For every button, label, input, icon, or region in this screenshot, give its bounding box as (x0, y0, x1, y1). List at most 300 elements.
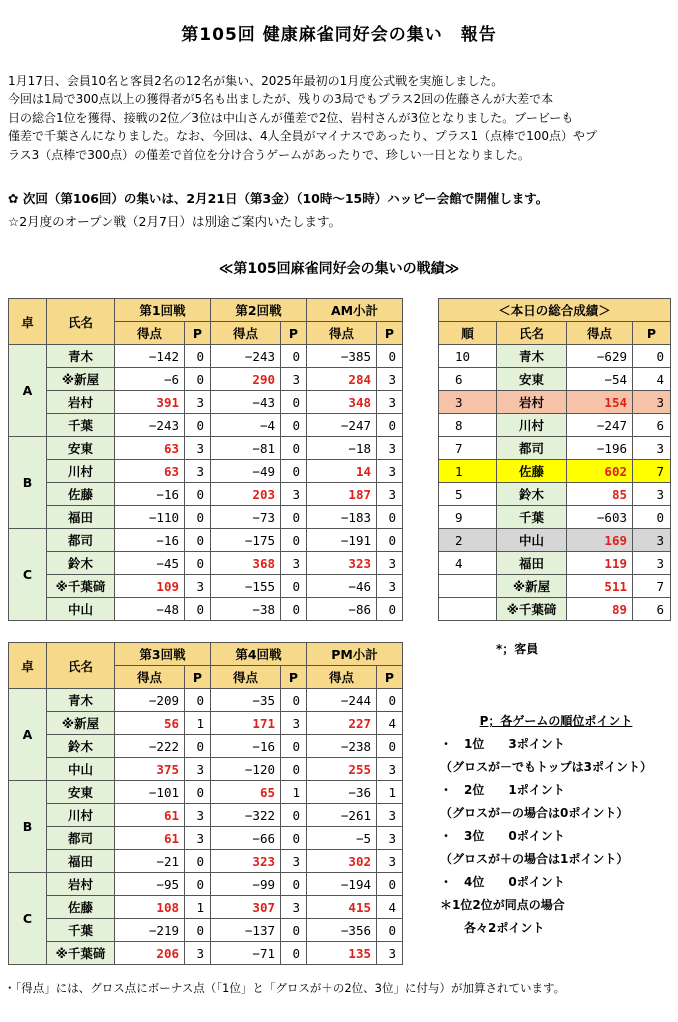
point-cell: 0 (185, 873, 211, 896)
player-name: 中山 (497, 529, 567, 552)
point-cell: 0 (281, 735, 307, 758)
score-header: 得点 (211, 322, 281, 345)
score-cell: −322 (211, 804, 281, 827)
point-cell: 0 (185, 345, 211, 368)
table-row (9, 506, 403, 529)
score-cell: −66 (211, 827, 281, 850)
score-cell: −5 (307, 827, 377, 850)
table-row (9, 896, 403, 919)
score-cell: −222 (115, 735, 185, 758)
rank-cell: 8 (439, 414, 497, 437)
game-header: 第3回戦 (115, 643, 211, 666)
point-cell: 0 (281, 689, 307, 712)
total-header-row (439, 322, 671, 345)
score-cell: −18 (307, 437, 377, 460)
point-cell: 3 (377, 368, 403, 391)
p-header: P (281, 666, 307, 689)
point-cell: 0 (281, 414, 307, 437)
score-cell: −244 (307, 689, 377, 712)
point-cell: 0 (377, 598, 403, 621)
player-name: 佐藤 (47, 896, 115, 919)
pm-results-table (8, 642, 403, 965)
point-cell: 7 (633, 460, 671, 483)
point-cell: 3 (633, 391, 671, 414)
point-cell: 0 (281, 506, 307, 529)
table-row (9, 758, 403, 781)
point-cell: 0 (281, 919, 307, 942)
point-cell: 0 (281, 942, 307, 965)
score-cell: −46 (307, 575, 377, 598)
total-row (439, 391, 671, 414)
player-name: ※新屋 (47, 712, 115, 735)
point-cell: 7 (633, 575, 671, 598)
player-name: 安東 (47, 437, 115, 460)
rank-cell: 10 (439, 345, 497, 368)
score-header: 得点 (307, 666, 377, 689)
score-cell: 203 (211, 483, 281, 506)
total-row (439, 552, 671, 575)
player-name: 安東 (497, 368, 567, 391)
table-row (9, 529, 403, 552)
point-cell: 3 (377, 758, 403, 781)
score-cell: 255 (307, 758, 377, 781)
score-cell: 108 (115, 896, 185, 919)
legend-line: （グロスが－の場合は0ポイント） (440, 806, 629, 820)
score-cell: 14 (307, 460, 377, 483)
score-cell: −16 (211, 735, 281, 758)
score-cell: 65 (211, 781, 281, 804)
score-cell: 391 (115, 391, 185, 414)
score-cell: −38 (211, 598, 281, 621)
player-name: 中山 (47, 598, 115, 621)
score-cell: 602 (567, 460, 633, 483)
player-name: 都司 (497, 437, 567, 460)
score-cell: −155 (211, 575, 281, 598)
score-cell: −43 (211, 391, 281, 414)
next-meeting-notice: ✿ 次回（第106回）の集いは、2月21日（第3金）（10時～15時）ハッピー会館で開催します。 (8, 191, 549, 206)
rank-header: 順 (439, 322, 497, 345)
point-cell: 3 (281, 552, 307, 575)
point-cell: 0 (281, 598, 307, 621)
table-row (9, 368, 403, 391)
point-cell: 0 (281, 460, 307, 483)
point-cell: 0 (281, 391, 307, 414)
intro-text (8, 72, 668, 164)
player-name: ※千葉𥔎 (47, 942, 115, 965)
point-cell: 0 (633, 506, 671, 529)
intro-line: 僅差で千葉さんになりました。なお、今回は、4人全員がマイナスであったり、プラス1（点棒で100点）やプ (8, 129, 597, 144)
point-cell: 3 (633, 437, 671, 460)
rank-cell (439, 598, 497, 621)
score-cell: −6 (115, 368, 185, 391)
table-row (9, 827, 403, 850)
p-header: P (633, 322, 671, 345)
score-cell: −35 (211, 689, 281, 712)
score-cell: −49 (211, 460, 281, 483)
name-header: 氏名 (47, 299, 115, 345)
point-cell: 3 (377, 391, 403, 414)
intro-line: ラス3（点棒で300点）の僅差で首位を分け合うゲームがあったりで、珍しい一日となりました。 (8, 147, 530, 162)
player-name: 青木 (47, 345, 115, 368)
score-cell: 368 (211, 552, 281, 575)
player-name: 千葉 (47, 919, 115, 942)
guest-note: *；客員 (496, 642, 539, 656)
player-name: 都司 (47, 827, 115, 850)
point-cell: 0 (377, 919, 403, 942)
score-header: 得点 (567, 322, 633, 345)
footnote: ・「得点」には、グロス点にボーナス点（「1位」と「グロスが＋の2位、3位」に付与）が加算されています。 (4, 981, 566, 995)
score-cell: 135 (307, 942, 377, 965)
table-row (9, 689, 403, 712)
player-name: 千葉 (497, 506, 567, 529)
player-name: ※千葉𥔎 (497, 598, 567, 621)
score-cell: −86 (307, 598, 377, 621)
point-cell: 0 (281, 345, 307, 368)
total-title-row (439, 299, 671, 322)
game-header: AM小計 (307, 299, 403, 322)
point-cell: 3 (281, 896, 307, 919)
legend-line: ・ 1位 3ポイント (440, 737, 565, 751)
p-header: P (377, 322, 403, 345)
point-cell: 3 (185, 804, 211, 827)
intro-line: 日の総合1位を獲得、接戦の2位／3位は中山さんが僅差で2位、岩村さんが3位となりました。ブービーも (8, 110, 574, 125)
score-cell: −603 (567, 506, 633, 529)
point-cell: 0 (281, 529, 307, 552)
player-name: 鈴木 (47, 735, 115, 758)
name-header: 氏名 (47, 643, 115, 689)
table-header: 卓 (9, 643, 47, 689)
rank-cell: 5 (439, 483, 497, 506)
legend-line: ・ 2位 1ポイント (440, 783, 565, 797)
player-name: 安東 (47, 781, 115, 804)
legend-line: ＊1位2位が同点の場合 (440, 898, 565, 912)
score-cell: −629 (567, 345, 633, 368)
point-cell: 3 (281, 483, 307, 506)
table-row (9, 598, 403, 621)
total-title: ＜本日の総合成績＞ (439, 299, 671, 322)
score-cell: −175 (211, 529, 281, 552)
score-cell: −247 (567, 414, 633, 437)
point-cell: 0 (185, 598, 211, 621)
table-row (9, 460, 403, 483)
score-cell: −196 (567, 437, 633, 460)
point-cell: 3 (377, 827, 403, 850)
legend-line: （グロスが＋の場合は1ポイント） (440, 852, 629, 866)
player-name: 福田 (47, 850, 115, 873)
p-header: P (377, 666, 403, 689)
rank-cell: 9 (439, 506, 497, 529)
score-cell: 284 (307, 368, 377, 391)
point-cell: 0 (377, 345, 403, 368)
table-row (9, 345, 403, 368)
point-cell: 3 (377, 483, 403, 506)
point-cell: 0 (281, 873, 307, 896)
player-name: 川村 (47, 804, 115, 827)
results-subtitle: ≪第105回麻雀同好会の集いの戦績≫ (218, 261, 460, 277)
table-label: C (9, 529, 47, 621)
player-name: ※千葉𥔎 (47, 575, 115, 598)
score-cell: −238 (307, 735, 377, 758)
point-cell: 6 (633, 598, 671, 621)
total-row (439, 460, 671, 483)
point-cell: 0 (185, 483, 211, 506)
score-cell: 375 (115, 758, 185, 781)
point-cell: 3 (377, 460, 403, 483)
point-cell: 3 (185, 437, 211, 460)
table-row (9, 804, 403, 827)
score-header: 得点 (307, 322, 377, 345)
score-cell: −194 (307, 873, 377, 896)
point-cell: 0 (281, 827, 307, 850)
player-name: 川村 (497, 414, 567, 437)
point-cell: 3 (377, 942, 403, 965)
score-cell: 206 (115, 942, 185, 965)
table-row (9, 552, 403, 575)
table-row (9, 919, 403, 942)
score-header: 得点 (211, 666, 281, 689)
player-name: 福田 (47, 506, 115, 529)
table-row (9, 712, 403, 735)
total-row (439, 575, 671, 598)
point-cell: 3 (633, 529, 671, 552)
table-row (9, 735, 403, 758)
point-cell: 3 (377, 804, 403, 827)
point-cell: 4 (633, 368, 671, 391)
table-row (9, 437, 403, 460)
point-cell: 3 (185, 460, 211, 483)
point-cell: 1 (185, 896, 211, 919)
point-cell: 3 (633, 483, 671, 506)
score-cell: 187 (307, 483, 377, 506)
score-cell: −48 (115, 598, 185, 621)
player-name: 岩村 (47, 873, 115, 896)
score-cell: −81 (211, 437, 281, 460)
rank-cell: 6 (439, 368, 497, 391)
player-name: 佐藤 (47, 483, 115, 506)
legend-title: P；各ゲームの順位ポイント (479, 714, 633, 728)
name-header: 氏名 (497, 322, 567, 345)
player-name: ※新屋 (47, 368, 115, 391)
score-cell: −73 (211, 506, 281, 529)
table-row (9, 781, 403, 804)
point-cell: 0 (281, 575, 307, 598)
score-cell: −101 (115, 781, 185, 804)
header-row (9, 643, 403, 666)
rank-cell: 3 (439, 391, 497, 414)
score-cell: −54 (567, 368, 633, 391)
table-label: B (9, 781, 47, 873)
player-name: 鈴木 (497, 483, 567, 506)
point-cell: 0 (185, 689, 211, 712)
table-label: A (9, 689, 47, 781)
game-header: 第2回戦 (211, 299, 307, 322)
open-match-notice: ☆2月度のオープン戦（2月7日）は別途ご案内いたします。 (8, 214, 341, 229)
point-cell: 0 (185, 414, 211, 437)
rank-cell: 1 (439, 460, 497, 483)
legend-line: ・ 4位 0ポイント (440, 875, 565, 889)
score-cell: 348 (307, 391, 377, 414)
score-cell: 171 (211, 712, 281, 735)
point-cell: 3 (281, 712, 307, 735)
score-cell: 415 (307, 896, 377, 919)
point-cell: 4 (377, 712, 403, 735)
point-cell: 0 (281, 758, 307, 781)
table-row (9, 850, 403, 873)
table-label: A (9, 345, 47, 437)
score-cell: −261 (307, 804, 377, 827)
score-cell: 154 (567, 391, 633, 414)
point-cell: 0 (633, 345, 671, 368)
score-cell: −16 (115, 483, 185, 506)
point-cell: 0 (377, 506, 403, 529)
table-row (9, 575, 403, 598)
am-results-table (8, 298, 403, 621)
score-cell: 61 (115, 827, 185, 850)
score-cell: −71 (211, 942, 281, 965)
player-name: 青木 (497, 345, 567, 368)
point-cell: 0 (185, 850, 211, 873)
total-row (439, 506, 671, 529)
total-row (439, 598, 671, 621)
point-cell: 0 (377, 873, 403, 896)
legend-line: ・ 3位 0ポイント (440, 829, 565, 843)
table-row (9, 873, 403, 896)
score-cell: −183 (307, 506, 377, 529)
score-cell: −99 (211, 873, 281, 896)
point-cell: 3 (185, 758, 211, 781)
point-cell: 3 (377, 575, 403, 598)
score-cell: −4 (211, 414, 281, 437)
player-name: 佐藤 (497, 460, 567, 483)
total-row (439, 414, 671, 437)
point-cell: 3 (377, 552, 403, 575)
score-cell: −137 (211, 919, 281, 942)
point-cell: 0 (185, 781, 211, 804)
table-row (9, 414, 403, 437)
total-row (439, 437, 671, 460)
point-cell: 0 (185, 735, 211, 758)
table-row (9, 483, 403, 506)
score-cell: 63 (115, 460, 185, 483)
table-label: C (9, 873, 47, 965)
point-cell: 1 (185, 712, 211, 735)
table-row (9, 391, 403, 414)
score-cell: −191 (307, 529, 377, 552)
score-cell: 119 (567, 552, 633, 575)
point-cell: 0 (281, 804, 307, 827)
table-row (9, 942, 403, 965)
score-cell: 85 (567, 483, 633, 506)
p-header: P (185, 322, 211, 345)
point-cell: 4 (377, 896, 403, 919)
score-cell: −95 (115, 873, 185, 896)
point-cell: 0 (377, 529, 403, 552)
table-label: B (9, 437, 47, 529)
score-cell: 56 (115, 712, 185, 735)
point-cell: 3 (185, 391, 211, 414)
point-cell: 0 (185, 552, 211, 575)
intro-line: 1月17日、会員10名と客員2名の12名が集い、2025年最初の1月度公式戦を実施しました。 (8, 74, 504, 88)
point-cell: 0 (185, 919, 211, 942)
player-name: 千葉 (47, 414, 115, 437)
score-cell: −45 (115, 552, 185, 575)
total-results-table (438, 298, 671, 621)
point-cell: 3 (377, 437, 403, 460)
point-cell: 0 (377, 414, 403, 437)
legend-line: 各々2ポイント (440, 921, 545, 935)
score-cell: −243 (115, 414, 185, 437)
score-cell: −16 (115, 529, 185, 552)
player-name: 都司 (47, 529, 115, 552)
header-row (9, 299, 403, 322)
point-cell: 6 (633, 414, 671, 437)
score-cell: 511 (567, 575, 633, 598)
score-cell: −356 (307, 919, 377, 942)
point-cell: 1 (377, 781, 403, 804)
score-cell: −209 (115, 689, 185, 712)
point-cell: 3 (281, 368, 307, 391)
point-cell: 3 (633, 552, 671, 575)
total-row (439, 483, 671, 506)
score-cell: −219 (115, 919, 185, 942)
score-cell: −36 (307, 781, 377, 804)
total-row (439, 368, 671, 391)
total-row (439, 345, 671, 368)
score-cell: −21 (115, 850, 185, 873)
table-header: 卓 (9, 299, 47, 345)
player-name: 鈴木 (47, 552, 115, 575)
score-header: 得点 (115, 666, 185, 689)
point-cell: 3 (185, 575, 211, 598)
rank-cell: 7 (439, 437, 497, 460)
game-header: PM小計 (307, 643, 403, 666)
score-cell: 307 (211, 896, 281, 919)
score-header: 得点 (115, 322, 185, 345)
game-header: 第4回戦 (211, 643, 307, 666)
point-cell: 3 (185, 942, 211, 965)
score-cell: −385 (307, 345, 377, 368)
intro-line: 今回は1局で300点以上の獲得者が5名も出ましたが、残りの3局でもプラス2回の佐藤さんが大差で本 (8, 92, 554, 107)
score-cell: 109 (115, 575, 185, 598)
score-cell: 302 (307, 850, 377, 873)
score-cell: 63 (115, 437, 185, 460)
score-cell: 169 (567, 529, 633, 552)
point-cell: 0 (185, 506, 211, 529)
game-header: 第1回戦 (115, 299, 211, 322)
player-name: 岩村 (47, 391, 115, 414)
player-name: 川村 (47, 460, 115, 483)
total-row (439, 529, 671, 552)
score-cell: −243 (211, 345, 281, 368)
player-name: 中山 (47, 758, 115, 781)
score-cell: −247 (307, 414, 377, 437)
point-cell: 0 (377, 689, 403, 712)
player-name: 福田 (497, 552, 567, 575)
point-cell: 1 (281, 781, 307, 804)
score-cell: 290 (211, 368, 281, 391)
score-cell: 61 (115, 804, 185, 827)
p-header: P (185, 666, 211, 689)
point-cell: 3 (281, 850, 307, 873)
score-cell: −120 (211, 758, 281, 781)
legend-line: （グロスが－でもトップは3ポイント） (440, 760, 652, 774)
page-title: 第105回 健康麻雀同好会の集い 報告 (181, 25, 497, 45)
score-cell: −110 (115, 506, 185, 529)
player-name: ※新屋 (497, 575, 567, 598)
point-cell: 3 (185, 827, 211, 850)
player-name: 青木 (47, 689, 115, 712)
rank-cell (439, 575, 497, 598)
